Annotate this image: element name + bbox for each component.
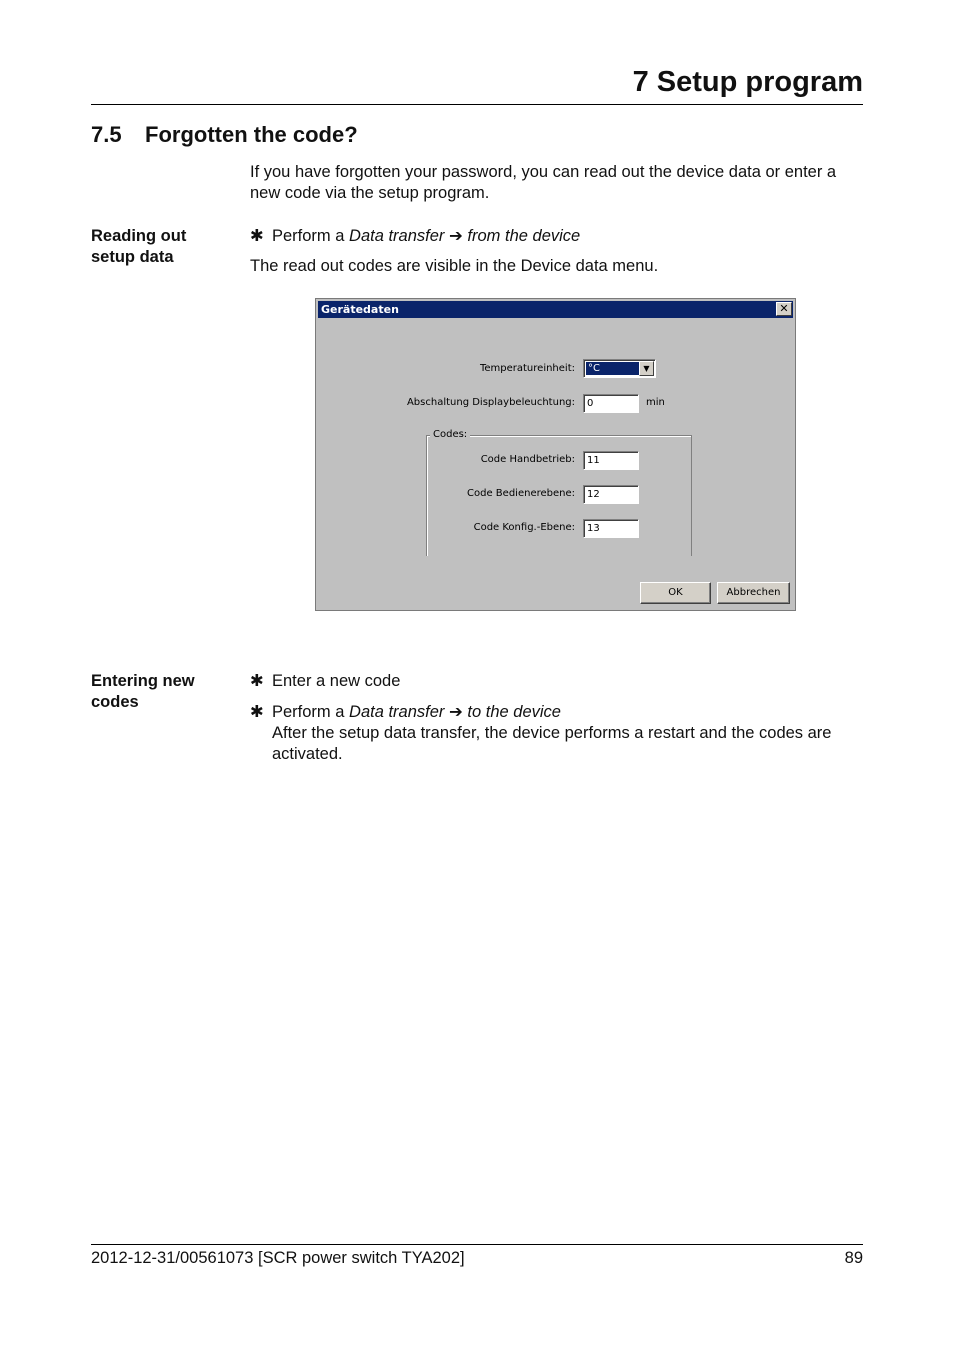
page-number: 89 — [844, 1249, 863, 1267]
reading-note: The read out codes are visible in the Device data menu. — [250, 257, 659, 275]
code-operator-field[interactable]: 12 — [583, 485, 639, 504]
device-data-dialog — [315, 298, 796, 611]
code-config-field[interactable]: 13 — [583, 519, 639, 538]
entering-step-2 — [250, 702, 863, 765]
reading-step-em1: Data transfer — [349, 227, 445, 245]
code-manual-label: Code Handbetrieb: — [480, 454, 575, 465]
reading-step-1 — [250, 226, 863, 247]
code-manual-field[interactable]: 11 — [583, 451, 639, 470]
reading-label-line1: Reading out — [91, 227, 187, 245]
codes-group-label: Codes: — [430, 429, 470, 440]
footer-rule — [91, 1244, 863, 1245]
bullet-star-icon: ✱ — [250, 703, 264, 721]
entering-label-line1: Entering new — [91, 672, 195, 690]
backlight-label: Abschaltung Displaybeleuchtung: — [406, 397, 575, 408]
entering-step-em2: to the device — [467, 703, 561, 721]
entering-step-1-text: Enter a new code — [272, 672, 401, 690]
bullet-star-icon: ✱ — [250, 227, 264, 245]
dialog-title: Gerätedaten — [321, 303, 399, 316]
dialog-titlebar — [318, 301, 793, 318]
chapter-title: 7 Setup program — [632, 66, 863, 98]
bullet-star-icon: ✱ — [250, 672, 264, 690]
reading-step-prefix: Perform a — [272, 227, 350, 245]
entering-label — [91, 671, 231, 713]
ok-button[interactable]: OK — [640, 582, 711, 604]
entering-step-1 — [250, 671, 863, 692]
reading-label — [91, 226, 231, 268]
close-button[interactable]: ✕ — [776, 302, 792, 316]
section-title-text: Forgotten the code? — [145, 122, 358, 147]
arrow-right-icon: ➔ — [449, 703, 463, 721]
entering-step-prefix: Perform a — [272, 703, 350, 721]
section-number: 7.5 — [91, 122, 122, 147]
reading-label-line2: setup data — [91, 248, 174, 266]
reading-step-em2: from the device — [467, 227, 581, 245]
code-config-label: Code Konfig.-Ebene: — [473, 522, 575, 533]
arrow-right-icon: ➔ — [449, 227, 463, 245]
chevron-down-icon[interactable]: ▼ — [639, 361, 654, 376]
temperature-selected-value: °C — [586, 362, 639, 375]
section-title — [91, 122, 358, 148]
temperature-label: Temperatureinheit: — [479, 363, 575, 374]
temperature-select[interactable] — [583, 359, 656, 378]
entering-step-em1: Data transfer — [349, 703, 445, 721]
intro-paragraph: If you have forgotten your password, you can read out the device data or enter a new code via the setup program. — [250, 163, 837, 202]
cancel-button[interactable]: Abbrechen — [717, 582, 790, 604]
backlight-unit: min — [646, 397, 665, 408]
code-operator-label: Code Bedienerebene: — [467, 488, 575, 499]
entering-label-line2: codes — [91, 693, 139, 711]
backlight-field[interactable]: 0 — [583, 394, 639, 413]
header-rule — [91, 104, 863, 105]
entering-step-detail: After the setup data transfer, the device performs a restart and the codes are activated. — [272, 724, 832, 763]
footer-doc-id: 2012-12-31/00561073 [SCR power switch TYA202] — [91, 1249, 465, 1267]
